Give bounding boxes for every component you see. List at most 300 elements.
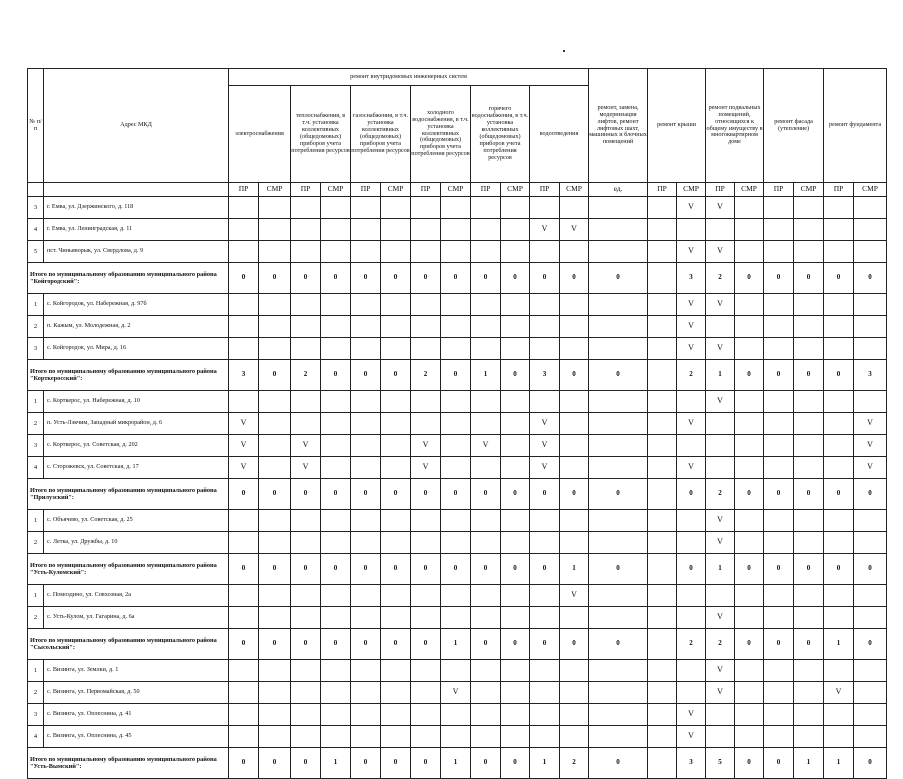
address-cell: с. Помоздино, ул. Совхозная, 2а [44, 585, 229, 607]
work-mark-cell [706, 585, 735, 607]
total-value-cell: 0 [259, 629, 291, 660]
work-mark-cell [321, 435, 351, 457]
total-value-cell: 0 [764, 629, 794, 660]
work-mark-cell [677, 607, 706, 629]
table-row [28, 241, 887, 263]
subheader-smr: СМР [794, 183, 824, 197]
work-mark-cell [560, 338, 589, 360]
total-value-cell: 0 [854, 554, 887, 585]
work-mark-cell [706, 219, 735, 241]
total-value-cell: 0 [560, 479, 589, 510]
work-mark-cell [471, 316, 501, 338]
work-mark-cell [411, 704, 441, 726]
work-mark-cell [530, 510, 560, 532]
total-value-cell: 0 [229, 554, 259, 585]
work-mark-cell [764, 457, 794, 479]
repair-plan-table-page [27, 68, 886, 779]
work-mark-cell [560, 391, 589, 413]
work-mark-cell [824, 413, 854, 435]
address-cell: с. Визинга, ул. Землки, д. 1 [44, 660, 229, 682]
work-mark-cell [648, 660, 677, 682]
total-value-cell: 0 [530, 554, 560, 585]
total-value-cell: 0 [321, 479, 351, 510]
address-cell: с. Сторожевск, ул. Советская, д. 17 [44, 457, 229, 479]
work-mark-cell [589, 219, 648, 241]
work-mark-cell [764, 391, 794, 413]
work-mark-cell [471, 704, 501, 726]
work-mark-cell: V [677, 316, 706, 338]
total-value-cell: 0 [589, 748, 648, 779]
col-facade-header: ремонт фасада (утепление) [764, 69, 824, 183]
total-value-cell: 0 [471, 479, 501, 510]
address-cell: п. Кажым, ул. Молодежная, д. 2 [44, 316, 229, 338]
total-value-cell [648, 263, 677, 294]
work-mark-cell: V [854, 413, 887, 435]
total-row [28, 479, 887, 510]
work-mark-cell: V [706, 510, 735, 532]
work-mark-cell [706, 726, 735, 748]
total-value-cell: 3 [677, 263, 706, 294]
work-mark-cell [411, 219, 441, 241]
work-mark-cell [560, 660, 589, 682]
work-mark-cell [764, 510, 794, 532]
work-mark-cell [735, 413, 764, 435]
address-cell: с. Визинга, ул. Оплеснина, д. 41 [44, 704, 229, 726]
subheader-smr: СМР [441, 183, 471, 197]
total-value-cell: 0 [411, 479, 441, 510]
work-mark-cell [824, 660, 854, 682]
work-mark-cell [589, 413, 648, 435]
work-mark-cell [648, 532, 677, 554]
table-row [28, 316, 887, 338]
work-mark-cell [381, 413, 411, 435]
work-mark-cell: V [229, 435, 259, 457]
total-value-cell: 1 [706, 554, 735, 585]
total-value-cell: 0 [471, 554, 501, 585]
work-mark-cell [589, 607, 648, 629]
work-mark-cell [735, 294, 764, 316]
work-mark-cell [381, 197, 411, 219]
work-mark-cell [794, 457, 824, 479]
total-value-cell: 0 [229, 479, 259, 510]
total-value-cell: 0 [381, 629, 411, 660]
work-mark-cell [530, 316, 560, 338]
work-mark-cell [530, 338, 560, 360]
work-mark-cell [381, 660, 411, 682]
work-mark-cell [259, 607, 291, 629]
work-mark-cell [259, 510, 291, 532]
total-value-cell: 0 [471, 629, 501, 660]
total-value-cell: 0 [291, 629, 321, 660]
work-mark-cell [824, 532, 854, 554]
work-mark-cell [321, 682, 351, 704]
work-mark-cell: V [677, 241, 706, 263]
total-value-cell [648, 360, 677, 391]
subheader-pr: ПР [229, 183, 259, 197]
work-mark-cell [824, 391, 854, 413]
work-mark-cell [735, 457, 764, 479]
work-mark-cell [648, 435, 677, 457]
work-mark-cell [794, 316, 824, 338]
work-mark-cell [291, 726, 321, 748]
work-mark-cell [501, 532, 530, 554]
table-row [28, 219, 887, 241]
total-value-cell: 0 [229, 748, 259, 779]
work-mark-cell [441, 532, 471, 554]
total-value-cell: 0 [764, 360, 794, 391]
work-mark-cell [229, 338, 259, 360]
work-mark-cell: V [677, 413, 706, 435]
work-mark-cell [794, 435, 824, 457]
work-mark-cell [411, 607, 441, 629]
total-value-cell: 0 [501, 263, 530, 294]
total-value-cell: 2 [291, 360, 321, 391]
work-mark-cell [351, 704, 381, 726]
total-value-cell: 0 [530, 479, 560, 510]
work-mark-cell [648, 607, 677, 629]
work-mark-cell [677, 682, 706, 704]
work-mark-cell [589, 197, 648, 219]
work-mark-cell [441, 241, 471, 263]
work-mark-cell [291, 316, 321, 338]
table-row [28, 682, 887, 704]
total-label: Итого по муниципальному образованию муниципального района "Сысольский": [28, 629, 229, 660]
work-mark-cell [589, 704, 648, 726]
total-value-cell: 0 [291, 748, 321, 779]
row-number: 4 [28, 457, 44, 479]
work-mark-cell [321, 316, 351, 338]
work-mark-cell [824, 704, 854, 726]
work-mark-cell [501, 457, 530, 479]
row-number: 2 [28, 413, 44, 435]
work-mark-cell [794, 585, 824, 607]
total-value-cell: 0 [530, 629, 560, 660]
work-mark-cell: V [677, 338, 706, 360]
work-mark-cell [530, 391, 560, 413]
total-value-cell: 5 [706, 748, 735, 779]
work-mark-cell [411, 585, 441, 607]
work-mark-cell [648, 197, 677, 219]
work-mark-cell [648, 682, 677, 704]
work-mark-cell: V [706, 682, 735, 704]
total-value-cell: 0 [351, 629, 381, 660]
work-mark-cell [291, 197, 321, 219]
total-value-cell: 0 [735, 554, 764, 585]
total-value-cell: 0 [824, 360, 854, 391]
work-mark-cell [291, 294, 321, 316]
total-value-cell: 2 [706, 479, 735, 510]
work-mark-cell: V [229, 413, 259, 435]
work-mark-cell [677, 660, 706, 682]
total-value-cell: 0 [501, 360, 530, 391]
subheader-pr: ПР [291, 183, 321, 197]
total-label: Итого по муниципальному образованию муниципального района "Корткеросский": [28, 360, 229, 391]
work-mark-cell [854, 704, 887, 726]
total-row [28, 360, 887, 391]
work-mark-cell [501, 219, 530, 241]
work-mark-cell [259, 532, 291, 554]
total-value-cell: 0 [735, 479, 764, 510]
table-row [28, 704, 887, 726]
total-value-cell: 0 [794, 629, 824, 660]
total-value-cell: 0 [321, 360, 351, 391]
total-value-cell: 0 [381, 360, 411, 391]
row-number: 2 [28, 532, 44, 554]
total-value-cell: 0 [764, 263, 794, 294]
row-number: 4 [28, 726, 44, 748]
work-mark-cell [351, 510, 381, 532]
work-mark-cell [854, 197, 887, 219]
total-value-cell: 0 [381, 748, 411, 779]
total-value-cell: 0 [794, 360, 824, 391]
work-mark-cell [471, 607, 501, 629]
work-mark-cell [560, 532, 589, 554]
work-mark-cell [471, 219, 501, 241]
work-mark-cell [794, 338, 824, 360]
total-value-cell: 0 [589, 629, 648, 660]
work-mark-cell [411, 197, 441, 219]
work-mark-cell [764, 585, 794, 607]
work-mark-cell [589, 316, 648, 338]
work-mark-cell [764, 682, 794, 704]
work-mark-cell [824, 294, 854, 316]
work-mark-cell [381, 294, 411, 316]
subheader-cell [28, 183, 44, 197]
work-mark-cell [381, 585, 411, 607]
work-mark-cell [530, 704, 560, 726]
total-value-cell: 0 [794, 479, 824, 510]
work-mark-cell [854, 726, 887, 748]
work-mark-cell [501, 510, 530, 532]
work-mark-cell [411, 660, 441, 682]
work-mark-cell [854, 510, 887, 532]
col-roof-header: ремонт крыши [648, 69, 706, 183]
subheader-smr: СМР [735, 183, 764, 197]
work-mark-cell [854, 607, 887, 629]
work-mark-cell [794, 660, 824, 682]
work-mark-cell [764, 413, 794, 435]
total-value-cell: 1 [824, 629, 854, 660]
total-row [28, 263, 887, 294]
total-value-cell: 2 [706, 629, 735, 660]
total-value-cell: 0 [735, 360, 764, 391]
work-mark-cell [589, 510, 648, 532]
work-mark-cell [351, 413, 381, 435]
work-mark-cell [794, 219, 824, 241]
work-mark-cell: V [854, 457, 887, 479]
work-mark-cell [764, 607, 794, 629]
work-mark-cell [735, 704, 764, 726]
work-mark-cell [471, 726, 501, 748]
work-mark-cell [321, 294, 351, 316]
total-value-cell: 0 [411, 748, 441, 779]
work-mark-cell [854, 338, 887, 360]
total-value-cell: 2 [677, 629, 706, 660]
address-cell: с. Летка, ул. Дружбы, д. 10 [44, 532, 229, 554]
work-mark-cell [411, 413, 441, 435]
total-value-cell: 0 [351, 479, 381, 510]
total-value-cell: 0 [501, 479, 530, 510]
work-mark-cell [560, 704, 589, 726]
table-row [28, 435, 887, 457]
total-value-cell: 0 [259, 263, 291, 294]
work-mark-cell [735, 660, 764, 682]
work-mark-cell [441, 338, 471, 360]
table-row [28, 585, 887, 607]
address-cell: с. Визинга, ул. Оплеснина, д. 45 [44, 726, 229, 748]
subheader-smr: СМР [259, 183, 291, 197]
work-mark-cell [854, 660, 887, 682]
total-value-cell: 0 [441, 554, 471, 585]
work-mark-cell [381, 704, 411, 726]
work-mark-cell [351, 660, 381, 682]
work-mark-cell [824, 510, 854, 532]
total-value-cell: 0 [291, 554, 321, 585]
row-number: 3 [28, 197, 44, 219]
work-mark-cell [351, 435, 381, 457]
work-mark-cell: V [291, 435, 321, 457]
total-value-cell: 3 [677, 748, 706, 779]
work-mark-cell [648, 726, 677, 748]
work-mark-cell [794, 607, 824, 629]
subheader-pr: ПР [351, 183, 381, 197]
work-mark-cell [530, 726, 560, 748]
work-mark-cell [764, 726, 794, 748]
total-value-cell: 0 [824, 263, 854, 294]
work-mark-cell [735, 585, 764, 607]
work-mark-cell [471, 510, 501, 532]
work-mark-cell: V [706, 532, 735, 554]
total-value-cell: 0 [735, 263, 764, 294]
total-value-cell: 0 [259, 479, 291, 510]
work-mark-cell [706, 704, 735, 726]
total-value-cell [648, 629, 677, 660]
total-value-cell: 0 [351, 263, 381, 294]
row-number: 1 [28, 585, 44, 607]
work-mark-cell: V [677, 294, 706, 316]
work-mark-cell [501, 585, 530, 607]
work-mark-cell: V [530, 413, 560, 435]
table-body [28, 197, 887, 779]
total-value-cell [648, 554, 677, 585]
work-mark-cell [706, 316, 735, 338]
total-value-cell: 1 [441, 629, 471, 660]
work-mark-cell [381, 510, 411, 532]
total-value-cell: 0 [259, 554, 291, 585]
work-mark-cell [259, 457, 291, 479]
total-value-cell: 0 [764, 479, 794, 510]
work-mark-cell [648, 338, 677, 360]
work-mark-cell [229, 197, 259, 219]
work-mark-cell [259, 219, 291, 241]
work-mark-cell [794, 391, 824, 413]
total-value-cell: 0 [854, 263, 887, 294]
table-row [28, 197, 887, 219]
work-mark-cell [471, 241, 501, 263]
work-mark-cell [471, 457, 501, 479]
work-mark-cell [411, 391, 441, 413]
total-value-cell: 0 [824, 479, 854, 510]
work-mark-cell [321, 532, 351, 554]
work-mark-cell [351, 682, 381, 704]
work-mark-cell [794, 294, 824, 316]
total-value-cell: 3 [854, 360, 887, 391]
col-heating-header: теплоснабжения, в т.ч. установка коллективных (общедомовых) приборов учета потребления ресурсов [291, 86, 351, 183]
work-mark-cell [589, 532, 648, 554]
total-label: Итого по муниципальному образованию муниципального района "Койгородский": [28, 263, 229, 294]
work-mark-cell [471, 197, 501, 219]
work-mark-cell [794, 413, 824, 435]
row-number: 3 [28, 704, 44, 726]
work-mark-cell [291, 660, 321, 682]
work-mark-cell [259, 704, 291, 726]
total-value-cell: 0 [735, 629, 764, 660]
work-mark-cell [441, 607, 471, 629]
work-mark-cell [291, 704, 321, 726]
work-mark-cell [560, 510, 589, 532]
work-mark-cell [321, 413, 351, 435]
work-mark-cell [764, 294, 794, 316]
address-cell: с. Койгородок, ул. Набережная, д. 97б [44, 294, 229, 316]
work-mark-cell: V [560, 219, 589, 241]
subheader-unit: ед. [589, 183, 648, 197]
total-value-cell: 0 [229, 629, 259, 660]
work-mark-cell: V [677, 704, 706, 726]
work-mark-cell [501, 413, 530, 435]
work-mark-cell [677, 435, 706, 457]
col-gas-header: газоснабжения, в т.ч. установка коллективных (общедомовых) приборов учета потребления ресурсов [351, 86, 411, 183]
work-mark-cell [229, 660, 259, 682]
work-mark-cell [321, 660, 351, 682]
total-value-cell [648, 748, 677, 779]
work-mark-cell [677, 391, 706, 413]
work-mark-cell [411, 682, 441, 704]
work-mark-cell [321, 457, 351, 479]
work-mark-cell [764, 338, 794, 360]
address-cell: с. Койгородок, ул. Мира, д. 16 [44, 338, 229, 360]
work-mark-cell [706, 457, 735, 479]
subheader-pr: ПР [471, 183, 501, 197]
work-mark-cell [351, 219, 381, 241]
total-value-cell: 1 [560, 554, 589, 585]
work-mark-cell [824, 585, 854, 607]
work-mark-cell [291, 682, 321, 704]
work-mark-cell [351, 457, 381, 479]
work-mark-cell [764, 219, 794, 241]
work-mark-cell [411, 338, 441, 360]
work-mark-cell: V [706, 294, 735, 316]
work-mark-cell [794, 726, 824, 748]
work-mark-cell [530, 294, 560, 316]
work-mark-cell [735, 241, 764, 263]
work-mark-cell [381, 219, 411, 241]
total-value-cell: 0 [854, 479, 887, 510]
total-value-cell: 1 [471, 360, 501, 391]
work-mark-cell [471, 391, 501, 413]
work-mark-cell [381, 457, 411, 479]
work-mark-cell [764, 532, 794, 554]
work-mark-cell [735, 219, 764, 241]
work-mark-cell: V [291, 457, 321, 479]
work-mark-cell [560, 457, 589, 479]
table-row [28, 338, 887, 360]
subheader-smr: СМР [321, 183, 351, 197]
work-mark-cell [560, 607, 589, 629]
work-mark-cell [471, 338, 501, 360]
work-mark-cell [824, 435, 854, 457]
work-mark-cell [735, 391, 764, 413]
total-value-cell: 0 [589, 360, 648, 391]
